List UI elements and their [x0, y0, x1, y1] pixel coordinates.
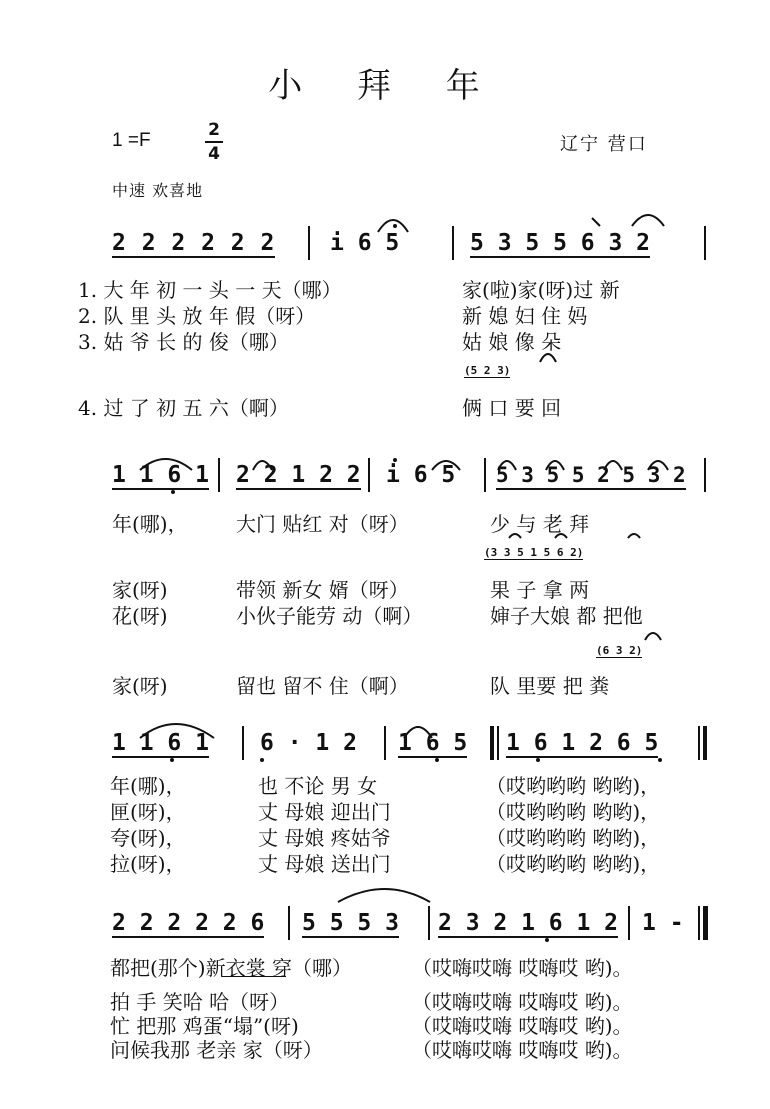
- repeat-start-barline: [490, 726, 494, 760]
- measure-4-3: 2 3 2 1 6 1 2: [438, 910, 619, 936]
- measure-2-3: i 6 5: [386, 462, 456, 488]
- lyric-line: 1. 大 年 初 一 头 一 天（哪）: [78, 278, 342, 302]
- lyric-line: 年(哪)，: [110, 774, 186, 798]
- measure-1-1: 2 2 2 2 2 2: [112, 230, 276, 256]
- barline: [368, 458, 370, 492]
- barline: [428, 906, 430, 940]
- barline: [308, 226, 310, 260]
- lyric-line: 夸(呀)，: [110, 826, 186, 850]
- lyric-line: 拉(呀)，: [110, 852, 186, 876]
- measure-3-1: 1 1 6 1: [112, 730, 209, 756]
- final-barline-thick: [703, 906, 708, 940]
- lyric-line: 俩 口 要 回: [462, 396, 562, 420]
- lyric-line: （哎哟哟哟 哟哟)，: [486, 800, 661, 824]
- measure-4-2: 5 5 5 3: [302, 910, 399, 936]
- lyric-line: 队 里要 把 粪: [490, 674, 610, 698]
- lyric-line: 带领 新女 婿（呀）: [236, 578, 409, 602]
- variant-notes: (5 2 3): [464, 364, 511, 377]
- barline: [218, 458, 220, 492]
- lyric-line: （哎哟哟哟 哟哟)，: [486, 826, 661, 850]
- measure-3-3: 1 6 5: [398, 730, 468, 756]
- lyric-line: 留也 留不 住（啊）: [236, 674, 409, 698]
- measure-4-4: 1 -: [642, 910, 684, 936]
- repeat-start-thin: [497, 726, 499, 760]
- lyric-line: 婶子大娘 都 把他: [490, 604, 643, 628]
- lyric-line: 花(呀): [112, 604, 168, 628]
- lyric-line: （哎嗨哎嗨 哎嗨哎 哟)。: [412, 1014, 633, 1038]
- lyric-line: 3. 姑 爷 长 的 俊（哪）: [78, 330, 289, 354]
- lyric-line: 丈 母娘 疼姑爷: [258, 826, 391, 850]
- lyric-line: 2. 队 里 头 放 年 假（呀）: [78, 304, 316, 328]
- lyric-line: （哎嗨哎嗨 哎嗨哎 哟)。: [412, 1038, 633, 1062]
- lyric-line: 家(呀): [112, 674, 168, 698]
- barline: [704, 458, 706, 492]
- lyric-line: 丈 母娘 送出门: [258, 852, 391, 876]
- lyric-line: 问候我那 老亲 家（呀）: [110, 1038, 323, 1062]
- lyric-line: 拍 手 笑哈 哈（呀）: [110, 990, 290, 1014]
- measure-3-4: 1 6 1 2 6 5: [506, 730, 659, 756]
- measure-2-2: 2 2 1 2 2: [236, 462, 361, 488]
- barline: [288, 906, 290, 940]
- key-signature: 1 =F: [112, 130, 151, 151]
- lyric-underline: [222, 976, 286, 977]
- lyric-line: 4. 过 了 初 五 六（啊）: [78, 396, 289, 420]
- lyric-line: 年(哪)，: [112, 512, 188, 536]
- measure-2-1: 1 1 6 1: [112, 462, 209, 488]
- variant-notes: (6 3 2): [596, 644, 643, 657]
- repeat-end-thin: [698, 726, 700, 760]
- lyric-line: 也 不论 男 女: [258, 774, 378, 798]
- lyric-line: 小伙子能劳 动（啊）: [236, 604, 423, 628]
- lyric-line: 姑 娘 像 朵: [462, 330, 562, 354]
- measure-1-2: i 6 5: [330, 230, 400, 256]
- lyric-line: （哎嗨哎嗨 哎嗨哎 哟)。: [412, 990, 633, 1014]
- measure-4-1: 2 2 2 2 2 6: [112, 910, 265, 936]
- repeat-end-barline: [703, 726, 707, 760]
- barline: [384, 726, 386, 760]
- lyric-line: 家(呀): [112, 578, 168, 602]
- lyric-line: 都把(那个)新衣裳 穿（哪）: [110, 956, 352, 980]
- barline: [484, 458, 486, 492]
- lyric-line: 家(啦)家(呀)过 新: [462, 278, 620, 302]
- lyric-line: 果 子 拿 两: [490, 578, 590, 602]
- measure-1-3: 5 3 5 5 6 3 2: [470, 230, 651, 256]
- tempo-marking: 中速 欢喜地: [112, 181, 204, 200]
- final-barline-thin: [698, 906, 700, 940]
- lyric-line: 忙 把那 鸡蛋“塌”(呀): [110, 1014, 299, 1038]
- variant-notes: (3 3 5 1 5 6 2): [484, 546, 584, 559]
- barline: [704, 226, 706, 260]
- lyric-line: 少 与 老 拜: [490, 512, 590, 536]
- measure-3-2: 6 · 1 2: [260, 730, 357, 756]
- measure-2-4: 5 3 5 5 2 5 3 2: [496, 462, 686, 490]
- barline: [242, 726, 244, 760]
- song-title: 小 拜 年: [268, 66, 502, 106]
- time-bottom: 4: [208, 144, 220, 164]
- time-top: 2: [208, 120, 220, 140]
- barline: [628, 906, 630, 940]
- lyric-line: （哎哟哟哟 哟哟)，: [486, 774, 661, 798]
- barline: [452, 226, 454, 260]
- lyric-line: 丈 母娘 迎出门: [258, 800, 391, 824]
- lyric-line: （哎嗨哎嗨 哎嗨哎 哟)。: [412, 956, 633, 980]
- lyric-line: 大门 贴红 对（呀）: [236, 512, 409, 536]
- lyric-line: 新 媳 妇 住 妈: [462, 304, 588, 328]
- lyric-line: 匣(呀)，: [110, 800, 186, 824]
- lyric-line: （哎哟哟哟 哟哟)，: [486, 852, 661, 876]
- song-origin: 辽宁 营口: [560, 134, 648, 155]
